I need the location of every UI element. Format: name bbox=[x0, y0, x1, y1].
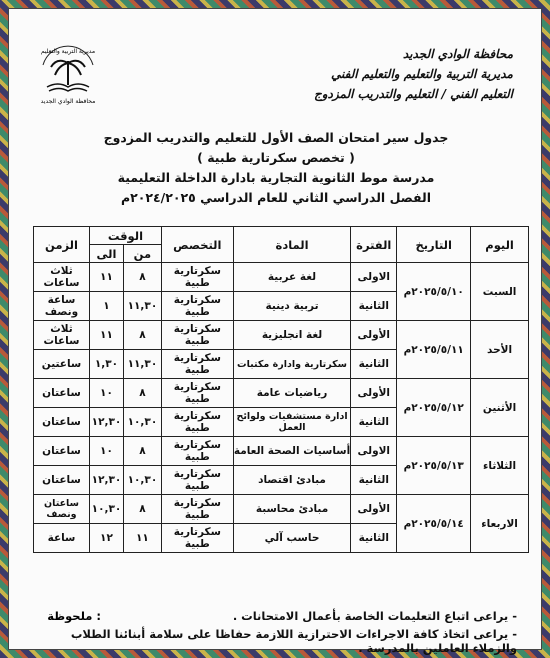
date-cell: ٢٠٢٥/٥/١٢م bbox=[397, 379, 471, 437]
period-cell: الثانية bbox=[351, 350, 397, 379]
note-precautions-cont: والزملاء العاملين بالمدرسة . bbox=[358, 641, 517, 655]
note-instructions: - يراعى اتباع التعليمات الخاصة بأعمال الامتحانات . bbox=[232, 609, 517, 623]
day-cell: الأحد bbox=[471, 321, 529, 379]
date-cell: ٢٠٢٥/٥/١٠م bbox=[397, 263, 471, 321]
day-cell: الثلاثاء bbox=[471, 437, 529, 495]
date-cell: ٢٠٢٥/٥/١٤م bbox=[397, 495, 471, 553]
col-header-period: الفترة bbox=[351, 227, 397, 263]
header-directorate: مديرية التربية والتعليم والتعليم الفني bbox=[330, 67, 513, 81]
table-row bbox=[34, 495, 529, 524]
period-cell: الأولى bbox=[351, 379, 397, 408]
period-cell: الأولى bbox=[351, 495, 397, 524]
duration-cell: ساعتان ونصف bbox=[34, 495, 90, 524]
notes-heading: ملحوظة : bbox=[47, 609, 101, 623]
duration-cell: ثلاث ساعات bbox=[34, 263, 90, 292]
specialty-cell: سكرتارية طبية bbox=[161, 292, 233, 321]
col-header-to: الى bbox=[89, 245, 123, 263]
date-cell: ٢٠٢٥/٥/١٣م bbox=[397, 437, 471, 495]
duration-cell: ساعتان bbox=[34, 466, 90, 495]
directorate-logo bbox=[33, 39, 103, 109]
subject-cell: سكرتارية وادارة مكتبات bbox=[233, 350, 351, 379]
table-row bbox=[34, 379, 529, 408]
from-cell: ١٠,٣٠ bbox=[123, 408, 161, 437]
period-cell: الثانية bbox=[351, 408, 397, 437]
duration-cell: ساعة bbox=[34, 524, 90, 553]
subject-cell: ادارة مستشفيات ولوائح العمل bbox=[233, 408, 351, 437]
specialty-cell: سكرتارية طبية bbox=[161, 408, 233, 437]
specialty-cell: سكرتارية طبية bbox=[161, 437, 233, 466]
duration-cell: ساعتان bbox=[34, 437, 90, 466]
specialty-cell: سكرتارية طبية bbox=[161, 379, 233, 408]
school-name: مدرسة موط الثانوية التجارية بادارة الداخلة التعليمية bbox=[117, 170, 435, 185]
period-cell: الثانية bbox=[351, 292, 397, 321]
subject-cell: مبادئ اقتصاد bbox=[233, 466, 351, 495]
specialty-cell: سكرتارية طبية bbox=[161, 350, 233, 379]
period-cell: الأولى bbox=[351, 321, 397, 350]
from-cell: ٨ bbox=[123, 495, 161, 524]
subject-cell: مبادئ محاسبة bbox=[233, 495, 351, 524]
col-header-date: التاريخ bbox=[397, 227, 471, 263]
subject-cell: حاسب آلي bbox=[233, 524, 351, 553]
header-department: التعليم الفني / التعليم والتدريب المزدوج bbox=[314, 87, 513, 101]
to-cell: ١١ bbox=[89, 263, 123, 292]
duration-cell: ساعتان bbox=[34, 408, 90, 437]
to-cell: ١٠ bbox=[89, 437, 123, 466]
schedule-title: جدول سير امتحان الصف الأول للتعليم والتدريب المزدوج bbox=[103, 130, 449, 145]
duration-cell: ساعتين bbox=[34, 350, 90, 379]
subject-cell: لغة انجليزية bbox=[233, 321, 351, 350]
specialty-cell: سكرتارية طبية bbox=[161, 263, 233, 292]
col-header-duration: الزمن bbox=[34, 227, 90, 263]
from-cell: ١١ bbox=[123, 524, 161, 553]
period-cell: الاولى bbox=[351, 263, 397, 292]
from-cell: ٨ bbox=[123, 263, 161, 292]
day-cell: السبت bbox=[471, 263, 529, 321]
table-row bbox=[34, 263, 529, 292]
col-header-day: اليوم bbox=[471, 227, 529, 263]
from-cell: ١١,٣٠ bbox=[123, 292, 161, 321]
header-governorate: محافظة الوادي الجديد bbox=[402, 47, 513, 61]
from-cell: ١٠,٣٠ bbox=[123, 466, 161, 495]
document-page bbox=[8, 8, 542, 655]
from-cell: ٨ bbox=[123, 437, 161, 466]
logo-text-bottom: محافظة الوادي الجديد bbox=[40, 98, 96, 105]
specialty-cell: سكرتارية طبية bbox=[161, 321, 233, 350]
specialty-cell: سكرتارية طبية bbox=[161, 466, 233, 495]
academic-term: الفصل الدراسي الثاني للعام الدراسي ٢٠٢٤/٢٠٢٥م bbox=[120, 190, 432, 205]
subject-cell: تربية دينية bbox=[233, 292, 351, 321]
specialty-cell: سكرتارية طبية bbox=[161, 495, 233, 524]
col-header-subject: المادة bbox=[233, 227, 351, 263]
note-precautions: - يراعى اتخاذ كافة الاجراءات الاحترازية اللازمة حفاظا على سلامة أبنائنا الطلاب bbox=[70, 627, 517, 641]
col-header-from: من bbox=[123, 245, 161, 263]
from-cell: ٨ bbox=[123, 379, 161, 408]
day-cell: الأثنين bbox=[471, 379, 529, 437]
subject-cell: لغة عربية bbox=[233, 263, 351, 292]
table-header-row bbox=[34, 227, 529, 245]
to-cell: ١٠,٣٠ bbox=[89, 495, 123, 524]
table-row bbox=[34, 321, 529, 350]
period-cell: الثانية bbox=[351, 524, 397, 553]
table-row bbox=[34, 437, 529, 466]
logo-emblem bbox=[33, 39, 103, 109]
to-cell: ١٢ bbox=[89, 524, 123, 553]
to-cell: ١٠ bbox=[89, 379, 123, 408]
to-cell: ١١ bbox=[89, 321, 123, 350]
day-cell: الاربعاء bbox=[471, 495, 529, 553]
logo-text-top: مديرية التربية والتعليم bbox=[40, 48, 96, 55]
subject-cell: رياضيات عامة bbox=[233, 379, 351, 408]
period-cell: الاولى bbox=[351, 437, 397, 466]
exam-schedule-table bbox=[33, 226, 529, 553]
duration-cell: ثلاث ساعات bbox=[34, 321, 90, 350]
col-header-specialty: التخصص bbox=[161, 227, 233, 263]
period-cell: الثانية bbox=[351, 466, 397, 495]
to-cell: ١٢,٣٠ bbox=[89, 408, 123, 437]
duration-cell: ساعة ونصف bbox=[34, 292, 90, 321]
duration-cell: ساعتان bbox=[34, 379, 90, 408]
to-cell: ١ bbox=[89, 292, 123, 321]
to-cell: ١,٣٠ bbox=[89, 350, 123, 379]
col-header-time: الوقت bbox=[89, 227, 161, 245]
from-cell: ٨ bbox=[123, 321, 161, 350]
schedule-specialty: ( تخصص سكرتارية طبية ) bbox=[197, 150, 355, 165]
specialty-cell: سكرتارية طبية bbox=[161, 524, 233, 553]
date-cell: ٢٠٢٥/٥/١١م bbox=[397, 321, 471, 379]
from-cell: ١١,٣٠ bbox=[123, 350, 161, 379]
to-cell: ١٢,٣٠ bbox=[89, 466, 123, 495]
subject-cell: أساسيات الصحة العامة bbox=[233, 437, 351, 466]
